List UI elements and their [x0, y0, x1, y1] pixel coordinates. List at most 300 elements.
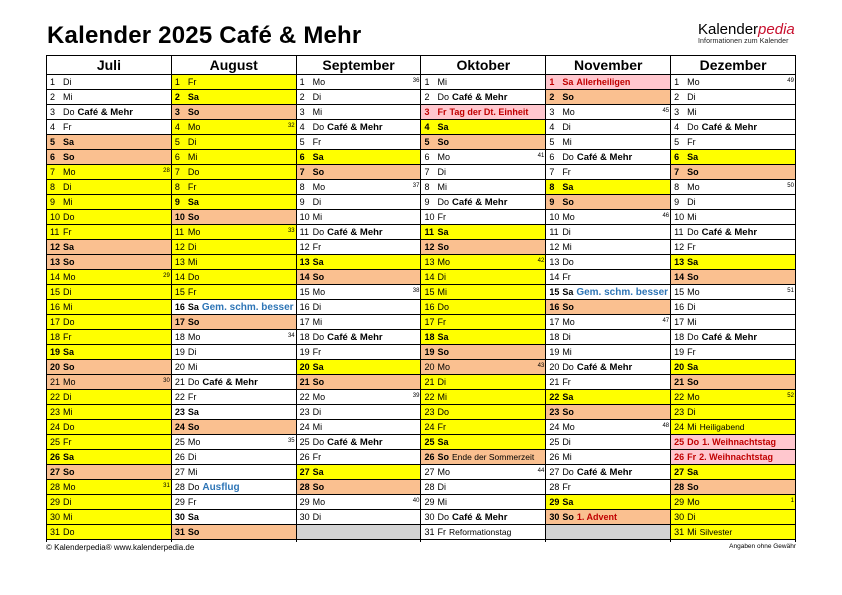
month-column-oktober: [421, 56, 546, 542]
day-cell[interactable]: [47, 405, 171, 420]
day-cell[interactable]: [671, 315, 795, 330]
day-cell[interactable]: [172, 435, 296, 450]
day-cell[interactable]: [671, 300, 795, 315]
day-cell[interactable]: [172, 360, 296, 375]
day-cell[interactable]: [671, 420, 795, 435]
weekday-label: So: [312, 167, 325, 177]
day-cell[interactable]: [671, 165, 795, 180]
footer-disclaimer: Angaben ohne Gewähr: [729, 543, 796, 550]
day-number: 30: [549, 512, 560, 522]
day-cell[interactable]: [297, 165, 421, 180]
day-number: 7: [174, 167, 180, 177]
day-number: 10: [674, 212, 685, 222]
day-cell[interactable]: [47, 435, 171, 450]
weekday-label: Sa: [187, 512, 199, 522]
day-cell[interactable]: [421, 195, 545, 210]
weekday-label: Do: [63, 107, 75, 117]
day-number: 27: [174, 467, 185, 477]
event-note: Ausflug: [202, 482, 240, 493]
day-cell[interactable]: [297, 150, 421, 165]
day-cell[interactable]: [47, 420, 171, 435]
weekday-label: Mi: [687, 107, 697, 117]
day-cell[interactable]: [671, 120, 795, 135]
day-cell[interactable]: [421, 450, 545, 465]
day-number: 17: [174, 317, 185, 327]
day-cell[interactable]: [421, 435, 545, 450]
day-cell[interactable]: [421, 315, 545, 330]
day-number: 22: [174, 392, 185, 402]
day-number: 19: [424, 347, 435, 357]
day-cell[interactable]: [546, 420, 670, 435]
day-number: 17: [674, 317, 685, 327]
day-cell[interactable]: [47, 390, 171, 405]
day-number: 17: [549, 317, 560, 327]
weekday-label: So: [437, 452, 449, 462]
day-number: 13: [50, 257, 61, 267]
day-number: 21: [174, 377, 185, 387]
weekday-label: Sa: [312, 257, 324, 267]
day-cell[interactable]: [172, 90, 296, 105]
day-cell[interactable]: [297, 75, 421, 90]
day-cell[interactable]: [671, 105, 795, 120]
empty-day-cell: [297, 525, 421, 540]
weekday-label: Di: [63, 182, 72, 192]
day-cell[interactable]: [421, 135, 545, 150]
day-cell[interactable]: [47, 285, 171, 300]
day-cell[interactable]: [172, 210, 296, 225]
day-cell[interactable]: [671, 525, 795, 540]
day-number: 20: [174, 362, 185, 372]
day-cell[interactable]: [546, 465, 670, 480]
day-cell[interactable]: [297, 345, 421, 360]
weekday-label: Fr: [437, 422, 446, 432]
day-cell[interactable]: [671, 390, 795, 405]
day-cell[interactable]: [421, 90, 545, 105]
day-cell[interactable]: [546, 75, 670, 90]
day-cell[interactable]: [47, 360, 171, 375]
day-cell[interactable]: [671, 150, 795, 165]
day-cell[interactable]: [172, 195, 296, 210]
day-cell[interactable]: [421, 255, 545, 270]
day-cell[interactable]: [671, 495, 795, 510]
day-cell[interactable]: [546, 495, 670, 510]
day-cell[interactable]: [297, 135, 421, 150]
day-cell[interactable]: [421, 375, 545, 390]
day-cell[interactable]: [546, 195, 670, 210]
event-note: Silvester: [699, 527, 733, 537]
day-cell[interactable]: [421, 465, 545, 480]
weekday-label: So: [437, 137, 449, 147]
day-number: 21: [50, 377, 61, 387]
day-cell[interactable]: [172, 390, 296, 405]
day-number: 15: [50, 287, 61, 297]
day-cell[interactable]: [47, 135, 171, 150]
day-number: 22: [674, 392, 685, 402]
day-cell[interactable]: [421, 360, 545, 375]
day-cell[interactable]: [47, 165, 171, 180]
day-cell[interactable]: [172, 270, 296, 285]
day-cell[interactable]: [172, 120, 296, 135]
day-cell[interactable]: [297, 300, 421, 315]
day-cell[interactable]: [172, 165, 296, 180]
day-cell[interactable]: [297, 405, 421, 420]
day-number: 24: [424, 422, 435, 432]
day-cell[interactable]: [172, 225, 296, 240]
day-cell[interactable]: [671, 180, 795, 195]
weekday-label: Mo: [687, 392, 700, 402]
day-cell[interactable]: [546, 240, 670, 255]
day-number: 31: [50, 527, 61, 537]
day-cell[interactable]: [47, 330, 171, 345]
day-cell[interactable]: [297, 90, 421, 105]
week-number: 42: [537, 258, 545, 264]
week-number: 43: [537, 363, 545, 369]
day-number: 1: [174, 77, 180, 87]
day-number: 19: [174, 347, 185, 357]
day-cell[interactable]: [421, 510, 545, 525]
month-header: Oktober: [421, 56, 545, 75]
weekday-label: Fr: [187, 77, 197, 87]
day-number: 11: [299, 227, 309, 237]
day-cell[interactable]: [421, 390, 545, 405]
day-cell[interactable]: [297, 105, 421, 120]
day-number: 4: [424, 122, 430, 132]
day-cell[interactable]: [546, 225, 670, 240]
day-number: 10: [424, 212, 435, 222]
day-cell[interactable]: [671, 285, 795, 300]
day-cell[interactable]: [47, 300, 171, 315]
day-number: 3: [424, 107, 430, 117]
day-cell[interactable]: [172, 510, 296, 525]
weekday-label: Mi: [63, 407, 73, 417]
day-cell[interactable]: [671, 255, 795, 270]
weekday-label: Fr: [562, 272, 571, 282]
day-cell[interactable]: [297, 195, 421, 210]
day-cell[interactable]: [671, 195, 795, 210]
day-cell[interactable]: [546, 135, 670, 150]
day-cell[interactable]: [671, 210, 795, 225]
day-cell[interactable]: [172, 420, 296, 435]
day-number: 8: [299, 182, 305, 192]
day-cell[interactable]: [671, 345, 795, 360]
event-note: Café & Mehr: [701, 122, 758, 133]
day-cell[interactable]: [297, 255, 421, 270]
day-cell[interactable]: [546, 510, 670, 525]
day-number: 25: [174, 437, 185, 447]
weekday-label: Sa: [562, 392, 574, 402]
logo-tagline: Informationen zum Kalender: [698, 38, 789, 45]
day-cell[interactable]: [47, 345, 171, 360]
day-cell[interactable]: [546, 390, 670, 405]
day-cell[interactable]: [421, 180, 545, 195]
day-number: 12: [674, 242, 685, 252]
day-cell[interactable]: [297, 285, 421, 300]
day-cell[interactable]: [297, 495, 421, 510]
weekday-label: Do: [437, 197, 449, 207]
day-cell[interactable]: [47, 270, 171, 285]
day-cell[interactable]: [671, 450, 795, 465]
day-number: 26: [549, 452, 560, 462]
day-cell[interactable]: [297, 120, 421, 135]
day-cell[interactable]: [47, 375, 171, 390]
day-cell[interactable]: [546, 330, 670, 345]
weekday-label: So: [437, 242, 449, 252]
day-cell[interactable]: [47, 120, 171, 135]
day-cell[interactable]: [47, 75, 171, 90]
day-cell[interactable]: [546, 90, 670, 105]
week-number: 50: [787, 183, 794, 189]
day-cell[interactable]: [47, 495, 171, 510]
day-number: 5: [50, 137, 56, 147]
day-cell[interactable]: [172, 450, 296, 465]
day-cell[interactable]: [671, 510, 795, 525]
day-cell[interactable]: [297, 240, 421, 255]
weekday-label: Sa: [687, 467, 699, 477]
day-cell[interactable]: [47, 105, 171, 120]
day-number: 25: [299, 437, 310, 447]
weekday-label: Do: [437, 302, 449, 312]
day-cell[interactable]: [47, 255, 171, 270]
day-cell[interactable]: [172, 180, 296, 195]
day-cell[interactable]: [297, 390, 421, 405]
day-cell[interactable]: [546, 255, 670, 270]
day-cell[interactable]: [297, 330, 421, 345]
day-cell[interactable]: [47, 195, 171, 210]
day-cell[interactable]: [297, 210, 421, 225]
day-cell[interactable]: [172, 495, 296, 510]
day-cell[interactable]: [172, 150, 296, 165]
day-cell[interactable]: [47, 525, 171, 540]
day-cell[interactable]: [421, 330, 545, 345]
weekday-label: Di: [312, 407, 322, 417]
day-cell[interactable]: [421, 525, 545, 540]
month-column-november: [546, 56, 671, 542]
day-cell[interactable]: [671, 270, 795, 285]
weekday-label: So: [63, 467, 75, 477]
day-cell[interactable]: [421, 285, 545, 300]
day-cell[interactable]: [47, 210, 171, 225]
day-number: 1: [549, 77, 555, 87]
day-number: 18: [50, 332, 61, 342]
day-cell[interactable]: [671, 480, 795, 495]
weekday-label: Sa: [312, 467, 324, 477]
day-number: 4: [674, 122, 680, 132]
day-number: 16: [174, 302, 185, 312]
day-cell[interactable]: [47, 240, 171, 255]
day-cell[interactable]: [421, 210, 545, 225]
day-cell[interactable]: [546, 345, 670, 360]
day-cell[interactable]: [546, 405, 670, 420]
day-cell[interactable]: [546, 285, 670, 300]
week-number: 45: [662, 108, 670, 114]
day-cell[interactable]: [546, 165, 670, 180]
day-number: 15: [674, 287, 685, 297]
weekday-label: Fr: [187, 497, 197, 507]
day-cell[interactable]: [546, 375, 670, 390]
weekday-label: So: [562, 512, 574, 522]
event-note: Café & Mehr: [77, 107, 133, 118]
day-number: 29: [50, 497, 61, 507]
day-cell[interactable]: [47, 315, 171, 330]
day-cell[interactable]: [47, 510, 171, 525]
day-cell[interactable]: [172, 285, 296, 300]
day-cell[interactable]: [546, 450, 670, 465]
day-cell[interactable]: [172, 375, 296, 390]
day-cell[interactable]: [47, 465, 171, 480]
day-cell[interactable]: [671, 465, 795, 480]
day-cell[interactable]: [297, 360, 421, 375]
day-cell[interactable]: [671, 75, 795, 90]
day-cell[interactable]: [297, 510, 421, 525]
day-cell[interactable]: [546, 120, 670, 135]
footer-copyright: © Kalenderpedia® www.kalenderpedia.de: [46, 543, 195, 552]
day-cell[interactable]: [172, 525, 296, 540]
day-cell[interactable]: [421, 420, 545, 435]
day-cell[interactable]: [671, 225, 795, 240]
day-cell[interactable]: [47, 150, 171, 165]
day-cell[interactable]: [421, 300, 545, 315]
weekday-label: Mi: [187, 362, 198, 372]
day-cell[interactable]: [421, 270, 545, 285]
event-note: Café & Mehr: [327, 332, 383, 343]
day-cell[interactable]: [172, 480, 296, 495]
event-note: Café & Mehr: [452, 92, 508, 103]
weekday-label: Do: [562, 152, 574, 162]
day-cell[interactable]: [297, 225, 421, 240]
day-cell[interactable]: [671, 360, 795, 375]
day-cell[interactable]: [546, 105, 670, 120]
day-number: 21: [549, 377, 560, 387]
day-cell[interactable]: [546, 360, 670, 375]
weekday-label: Do: [312, 437, 325, 447]
day-cell[interactable]: [671, 435, 795, 450]
event-note: Café & Mehr: [327, 122, 383, 133]
weekday-label: Mo: [562, 422, 575, 432]
day-cell[interactable]: [671, 375, 795, 390]
weekday-label: Mi: [687, 527, 697, 537]
weekday-label: Mi: [63, 197, 73, 207]
day-cell[interactable]: [172, 315, 296, 330]
weekday-label: Fr: [312, 347, 322, 357]
day-cell[interactable]: [421, 480, 545, 495]
day-number: 23: [50, 407, 61, 417]
weekday-label: Fr: [437, 212, 446, 222]
day-cell[interactable]: [421, 150, 545, 165]
day-cell[interactable]: [172, 240, 296, 255]
day-cell[interactable]: [297, 315, 421, 330]
day-number: 9: [174, 197, 180, 207]
day-cell[interactable]: [421, 495, 545, 510]
day-cell[interactable]: [297, 480, 421, 495]
day-cell[interactable]: [297, 465, 421, 480]
day-cell[interactable]: [172, 465, 296, 480]
day-cell[interactable]: [421, 225, 545, 240]
day-number: 27: [299, 467, 310, 477]
day-cell[interactable]: [297, 435, 421, 450]
day-cell[interactable]: [421, 405, 545, 420]
day-cell[interactable]: [47, 90, 171, 105]
day-cell[interactable]: [546, 180, 670, 195]
day-cell[interactable]: [172, 255, 296, 270]
day-cell[interactable]: [297, 270, 421, 285]
day-cell[interactable]: [671, 135, 795, 150]
day-cell[interactable]: [421, 120, 545, 135]
day-number: 2: [424, 92, 430, 102]
day-cell[interactable]: [47, 225, 171, 240]
weekday-label: Mo: [187, 437, 201, 447]
day-cell[interactable]: [172, 135, 296, 150]
day-number: 26: [299, 452, 310, 462]
day-number: 25: [549, 437, 560, 447]
day-cell[interactable]: [421, 75, 545, 90]
day-cell[interactable]: [671, 405, 795, 420]
day-cell[interactable]: [297, 420, 421, 435]
day-cell[interactable]: [546, 315, 670, 330]
day-number: 3: [50, 107, 56, 117]
day-cell[interactable]: [421, 165, 545, 180]
event-note: Café & Mehr: [576, 152, 633, 163]
day-cell[interactable]: [172, 75, 296, 90]
day-cell[interactable]: [421, 345, 545, 360]
day-cell[interactable]: [172, 105, 296, 120]
month-header: Juli: [47, 56, 171, 75]
weekday-label: Do: [63, 212, 75, 222]
day-cell[interactable]: [546, 150, 670, 165]
day-cell[interactable]: [546, 435, 670, 450]
weekday-label: Mo: [187, 332, 201, 342]
day-number: 23: [549, 407, 560, 417]
day-cell[interactable]: [546, 210, 670, 225]
weekday-label: Di: [687, 512, 696, 522]
event-note: Heiligabend: [699, 422, 745, 432]
day-cell[interactable]: [172, 345, 296, 360]
day-number: 19: [50, 347, 61, 357]
day-cell[interactable]: [546, 480, 670, 495]
day-number: 15: [424, 287, 435, 297]
day-number: 13: [174, 257, 185, 267]
day-cell[interactable]: [172, 300, 296, 315]
weekday-label: Mi: [312, 107, 323, 117]
day-cell[interactable]: [546, 300, 670, 315]
day-number: 25: [424, 437, 435, 447]
day-cell[interactable]: [172, 405, 296, 420]
day-cell[interactable]: [297, 450, 421, 465]
event-note: Gem. schm. besser: [201, 302, 294, 313]
day-cell[interactable]: [47, 480, 171, 495]
day-cell[interactable]: [421, 105, 545, 120]
kalenderpedia-logo[interactable]: [698, 22, 798, 48]
weekday-label: Fr: [187, 182, 197, 192]
day-number: 2: [174, 92, 180, 102]
day-cell[interactable]: [297, 180, 421, 195]
weekday-label: Do: [437, 512, 449, 522]
day-cell[interactable]: [421, 240, 545, 255]
weekday-label: Sa: [437, 122, 449, 132]
day-cell[interactable]: [671, 240, 795, 255]
day-number: 26: [424, 452, 435, 462]
weekday-label: Fr: [437, 527, 446, 537]
day-cell[interactable]: [546, 270, 670, 285]
day-cell[interactable]: [47, 450, 171, 465]
day-cell[interactable]: [671, 90, 795, 105]
day-cell[interactable]: [297, 375, 421, 390]
weekday-label: Mi: [187, 257, 198, 267]
week-number: 1: [790, 498, 794, 504]
day-cell[interactable]: [671, 330, 795, 345]
day-cell[interactable]: [172, 330, 296, 345]
day-cell[interactable]: [47, 180, 171, 195]
month-header: Dezember: [671, 56, 795, 75]
